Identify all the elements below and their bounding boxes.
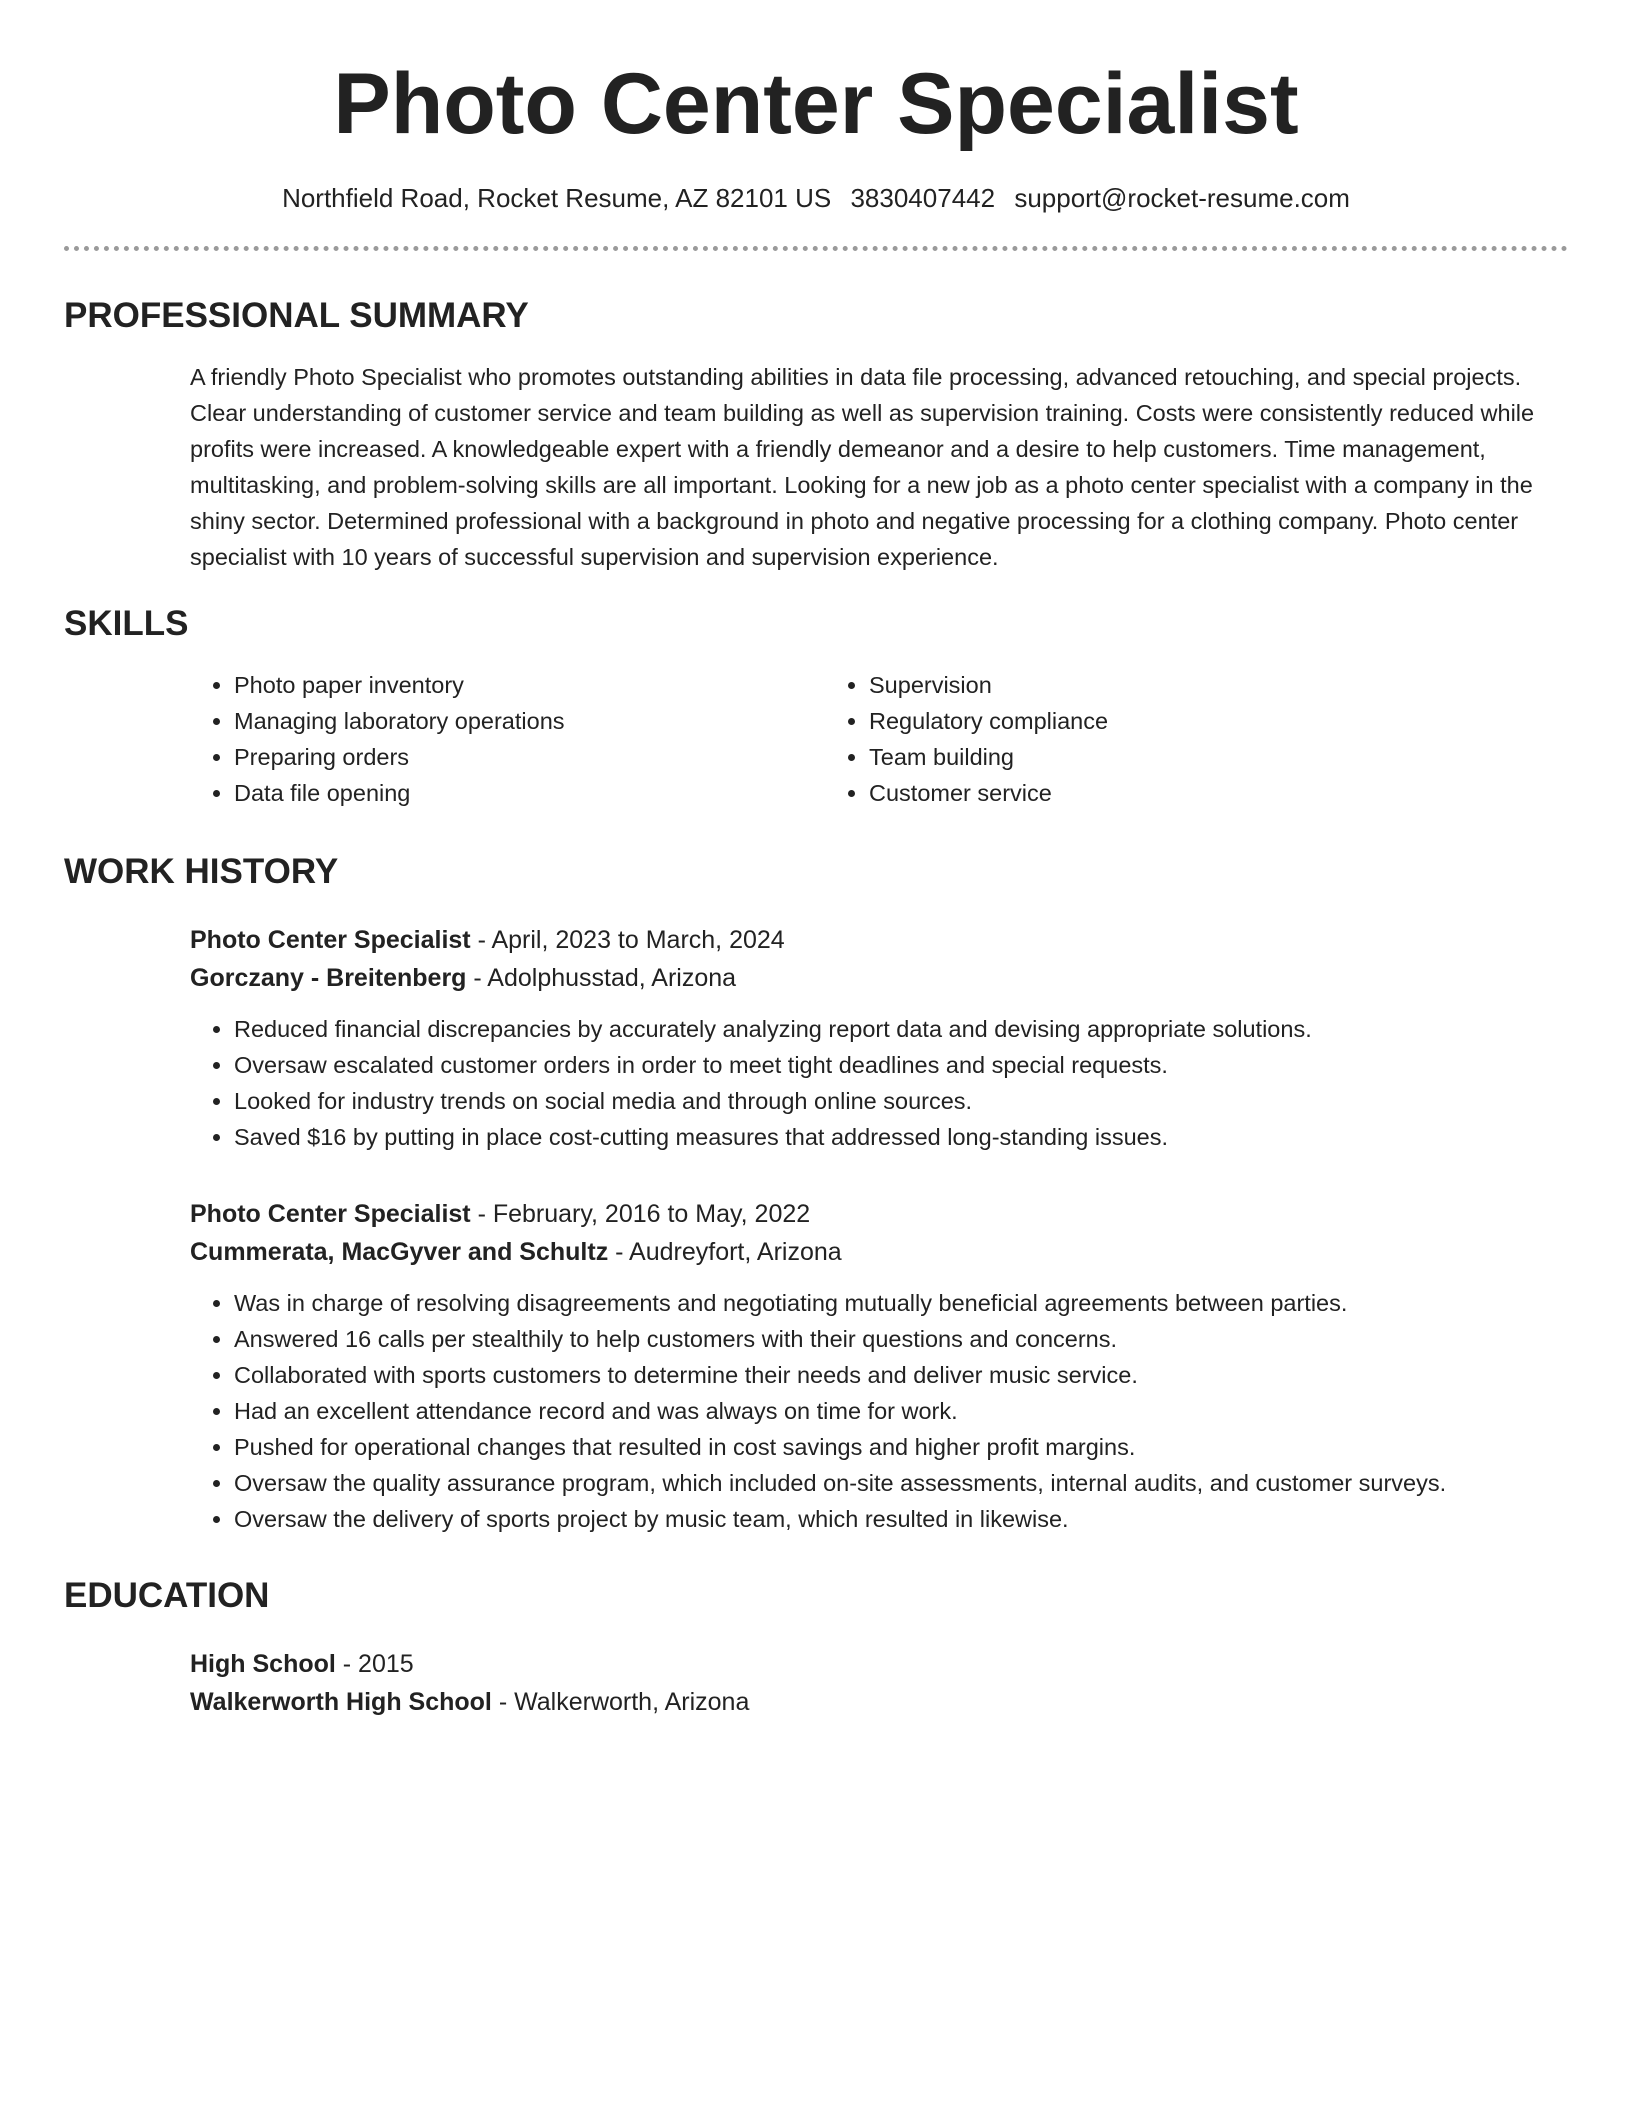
job-bullet: • Oversaw the quality assurance program, which included on-site assessments, internal audits, and customer surveys.	[234, 1465, 1568, 1501]
separator: -	[470, 926, 492, 954]
skill-item: • Supervision	[869, 667, 1108, 703]
summary-text: A friendly Photo Specialist who promotes outstanding abilities in data file processing, advanced retouching, and special projects. Clear understanding of customer service and team building as well as supervision training. Costs were consistently reduced while profits were increased. A knowledgeable expert with a friendly demeanor and a desire to help customers. Time management, multitasking, and problem-solving skills are all important. Looking for a new job as a photo center specialist with a company in the shiny sector. Determined professional with a background in photo and negative processing for a clothing company. Photo center specialist with 10 years of successful supervision and supervision experience.	[190, 364, 1535, 570]
separator: -	[491, 1688, 515, 1716]
skill-item: • Data file opening	[234, 775, 825, 811]
education-degree: High School	[190, 1650, 336, 1678]
job-title: Photo Center Specialist	[190, 926, 471, 954]
job-bullets	[190, 1011, 1568, 1155]
job-dates: February, 2016 to May, 2022	[492, 1200, 811, 1228]
job-company: Gorczany - Breitenberg	[190, 964, 467, 992]
education-year: 2015	[358, 1650, 414, 1678]
job-bullet: • Oversaw escalated customer orders in order to meet tight deadlines and special requests.	[234, 1047, 1568, 1083]
job-bullet: • Was in charge of resolving disagreements and negotiating mutually beneficial agreements between parties.	[234, 1285, 1568, 1321]
education-heading: EDUCATION	[64, 1576, 270, 1615]
separator: -	[608, 1238, 630, 1266]
job-bullet: • Looked for industry trends on social media and through online sources.	[234, 1083, 1568, 1119]
job-bullet: • Reduced financial discrepancies by accurately analyzing report data and devising appropriate solutions.	[234, 1011, 1568, 1047]
skill-item: • Team building	[869, 739, 1108, 775]
contact-email: support@rocket-resume.com	[1014, 183, 1350, 213]
job-company-line	[190, 1233, 1568, 1271]
separator: -	[335, 1650, 359, 1678]
job-bullet: • Saved $16 by putting in place cost-cutting measures that addressed long-standing issues.	[234, 1119, 1568, 1155]
skill-item: • Customer service	[869, 775, 1108, 811]
education-entry	[64, 1645, 1568, 1721]
skills-column-right	[825, 667, 1108, 811]
education-location: Walkerworth, Arizona	[514, 1688, 750, 1716]
header-divider	[64, 246, 1568, 251]
job-entry	[64, 1195, 1568, 1537]
skill-item: • Regulatory compliance	[869, 703, 1108, 739]
job-location: Audreyfort, Arizona	[629, 1238, 842, 1266]
skills-list	[64, 667, 1568, 811]
separator: -	[466, 964, 488, 992]
contact-phone: 3830407442	[850, 183, 996, 213]
job-bullet: • Pushed for operational changes that resulted in cost savings and higher profit margins.	[234, 1429, 1568, 1465]
job-title-line	[190, 921, 1568, 959]
contact-line	[64, 182, 1568, 214]
skills-heading: SKILLS	[64, 604, 189, 643]
education-degree-line	[190, 1645, 1568, 1683]
job-bullet: • Answered 16 calls per stealthily to help customers with their questions and concerns.	[234, 1321, 1568, 1357]
education-school-line	[190, 1683, 1568, 1721]
skill-item: • Photo paper inventory	[234, 667, 825, 703]
job-company-line	[190, 959, 1568, 997]
job-bullet: • Oversaw the delivery of sports project by music team, which resulted in likewise.	[234, 1501, 1568, 1537]
separator: -	[470, 1200, 493, 1228]
summary-heading: PROFESSIONAL SUMMARY	[64, 296, 529, 335]
job-entry	[64, 921, 1568, 1155]
job-location: Adolphusstad, Arizona	[487, 964, 737, 992]
education-school: Walkerworth High School	[190, 1688, 492, 1716]
job-title: Photo Center Specialist	[190, 1200, 471, 1228]
job-bullet: • Collaborated with sports customers to determine their needs and deliver music service.	[234, 1357, 1568, 1393]
contact-address: Northfield Road, Rocket Resume, AZ 82101 US	[282, 183, 832, 213]
skill-item: • Preparing orders	[234, 739, 825, 775]
job-bullet: • Had an excellent attendance record and was always on time for work.	[234, 1393, 1568, 1429]
skill-item: • Managing laboratory operations	[234, 703, 825, 739]
job-dates: April, 2023 to March, 2024	[491, 926, 785, 954]
work-heading: WORK HISTORY	[64, 852, 339, 891]
job-bullets	[190, 1285, 1568, 1537]
job-title-line	[190, 1195, 1568, 1233]
resume-title: Photo Center Specialist	[333, 56, 1299, 152]
skills-column-left	[190, 667, 825, 811]
job-company: Cummerata, MacGyver and Schultz	[190, 1238, 609, 1266]
